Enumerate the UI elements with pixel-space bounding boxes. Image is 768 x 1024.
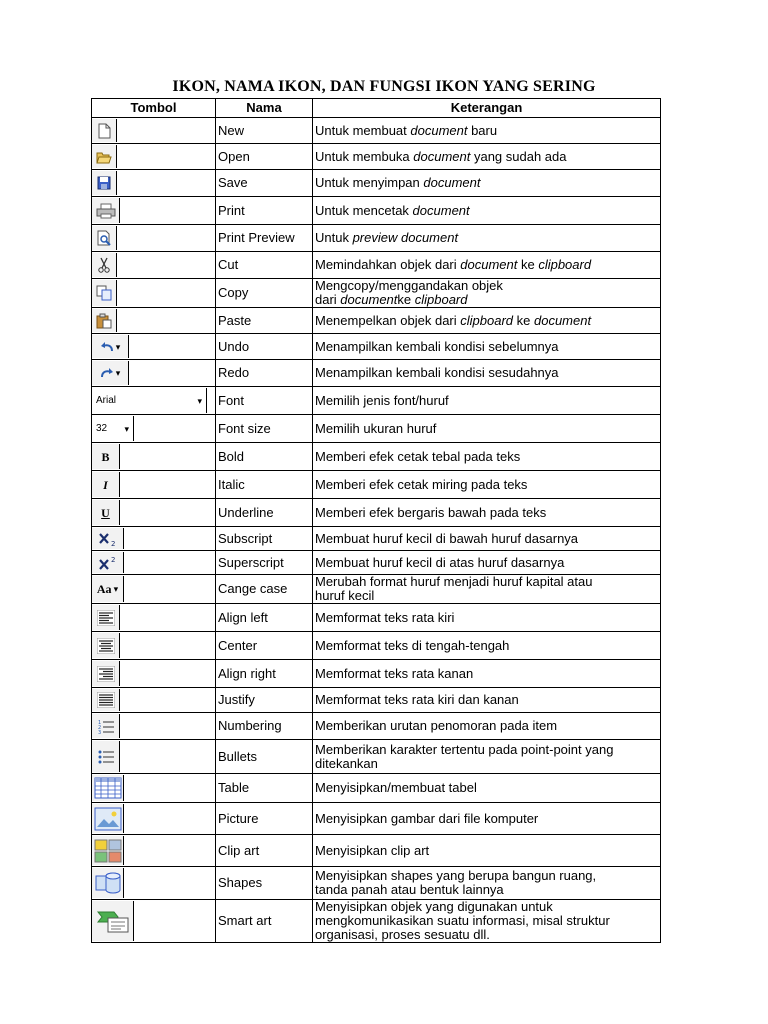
- keterangan-cell: Memilih jenis font/huruf: [313, 387, 661, 415]
- print-preview-icon: [92, 226, 117, 250]
- svg-text:3: 3: [97, 730, 101, 734]
- tombol-cell: [92, 415, 216, 443]
- tombol-cell: [92, 551, 216, 575]
- nama-cell: Cut: [216, 252, 313, 279]
- table-row: [92, 443, 661, 471]
- justify-icon: [92, 689, 120, 711]
- keterangan-cell: Membuat huruf kecil di atas huruf dasarnya: [313, 551, 661, 575]
- tombol-cell: [92, 197, 216, 225]
- svg-text:2: 2: [110, 555, 115, 564]
- keterangan-cell: Menyisipkan shapes yang berupa bangun ruang, tanda panah atau bentuk lainnya: [313, 867, 661, 900]
- icon-text: Aa: [96, 582, 112, 596]
- italic-icon: [92, 472, 120, 497]
- nama-cell: Align right: [216, 660, 313, 688]
- bullets-list-icon: [92, 741, 120, 772]
- nama-cell: Smart art: [216, 900, 313, 943]
- nama-cell: Font size: [216, 415, 313, 443]
- tombol-cell: [92, 835, 216, 867]
- keterangan-cell: Untuk mencetak document: [313, 197, 661, 225]
- nama-cell: Align left: [216, 604, 313, 632]
- tombol-cell: [92, 387, 216, 415]
- keterangan-cell: Memformat teks rata kanan: [313, 660, 661, 688]
- nama-cell: Numbering: [216, 713, 313, 740]
- tombol-cell: [92, 144, 216, 170]
- tombol-cell: [92, 604, 216, 632]
- tombol-cell: [92, 279, 216, 308]
- keterangan-cell: Memindahkan objek dari document ke clipboard: [313, 252, 661, 279]
- table-row: [92, 170, 661, 197]
- tombol-cell: [92, 252, 216, 279]
- nama-cell: Undo: [216, 334, 313, 360]
- table-row: [92, 471, 661, 499]
- keterangan-cell: Untuk preview document: [313, 225, 661, 252]
- table-row: [92, 835, 661, 867]
- icon-table: [91, 98, 661, 943]
- nama-cell: Underline: [216, 499, 313, 527]
- keterangan-cell: Menyisipkan objek yang digunakan untuk mengkomunikasikan suatu informasi, misal struktur organisasi, proses sesuatu dll.: [313, 900, 661, 943]
- clip-art-icon: [92, 836, 124, 865]
- picture-icon: [92, 804, 124, 833]
- tombol-cell: [92, 499, 216, 527]
- tombol-cell: [92, 740, 216, 774]
- copy-icon: [92, 280, 117, 306]
- underline-icon: [92, 500, 120, 525]
- tombol-cell: [92, 471, 216, 499]
- chevron-down-icon: ▾: [113, 584, 119, 594]
- keterangan-cell: Menyisipkan clip art: [313, 835, 661, 867]
- keterangan-cell: Memberikan urutan penomoran pada item: [313, 713, 661, 740]
- chevron-down-icon: ▾: [124, 423, 129, 434]
- nama-cell: Save: [216, 170, 313, 197]
- table-row: [92, 575, 661, 604]
- tombol-cell: [92, 225, 216, 252]
- keterangan-cell: Memberi efek bergaris bawah pada teks: [313, 499, 661, 527]
- bold-icon: [92, 444, 120, 469]
- table-row: [92, 225, 661, 252]
- nama-cell: Print Preview: [216, 225, 313, 252]
- tombol-cell: [92, 688, 216, 713]
- tombol-cell: [92, 660, 216, 688]
- redo-arrow-icon: [92, 361, 129, 385]
- keterangan-cell: Menampilkan kembali kondisi sesudahnya: [313, 360, 661, 387]
- shapes-icon: [92, 868, 124, 898]
- paste-clipboard-icon: [92, 309, 117, 332]
- svg-text:1: 1: [97, 720, 101, 726]
- table-row: [92, 803, 661, 835]
- new-document-icon: [92, 119, 117, 142]
- keterangan-cell: Untuk membuka document yang sudah ada: [313, 144, 661, 170]
- smart-art-icon: [92, 901, 134, 941]
- table-row: [92, 118, 661, 144]
- icon-text: B: [101, 449, 110, 464]
- nama-cell: Copy: [216, 279, 313, 308]
- keterangan-cell: Untuk membuat document baru: [313, 118, 661, 144]
- table-row: [92, 632, 661, 660]
- align-right-icon: [92, 661, 120, 686]
- scissors-icon: [92, 253, 117, 277]
- keterangan-cell: Menampilkan kembali kondisi sebelumnya: [313, 334, 661, 360]
- table-row: [92, 197, 661, 225]
- printer-icon: [92, 198, 120, 223]
- keterangan-cell: Memberi efek cetak tebal pada teks: [313, 443, 661, 471]
- icon-text: Arial: [96, 394, 117, 406]
- nama-cell: Open: [216, 144, 313, 170]
- keterangan-cell: Memberi efek cetak miring pada teks: [313, 471, 661, 499]
- table-row: [92, 144, 661, 170]
- keterangan-cell: Untuk menyimpan document: [313, 170, 661, 197]
- table-row: [92, 900, 661, 943]
- open-folder-icon: [92, 145, 117, 168]
- table-row: [92, 334, 661, 360]
- change-case-icon: [92, 576, 124, 602]
- tombol-cell: [92, 774, 216, 803]
- table-row: [92, 688, 661, 713]
- table-row: [92, 387, 661, 415]
- svg-text:2: 2: [110, 539, 115, 547]
- tombol-cell: [92, 170, 216, 197]
- nama-cell: Print: [216, 197, 313, 225]
- table-row: [92, 660, 661, 688]
- tombol-cell: [92, 575, 216, 604]
- tombol-cell: [92, 900, 216, 943]
- table-row: [92, 415, 661, 443]
- table-row: [92, 713, 661, 740]
- chevron-down-icon: ▾: [115, 368, 121, 378]
- nama-cell: Bullets: [216, 740, 313, 774]
- keterangan-cell: Memformat teks rata kiri dan kanan: [313, 688, 661, 713]
- keterangan-cell: Mengcopy/menggandakan objek dari documentke clipboard: [313, 279, 661, 308]
- tombol-cell: [92, 713, 216, 740]
- tombol-cell: [92, 308, 216, 334]
- nama-cell: Redo: [216, 360, 313, 387]
- nama-cell: Italic: [216, 471, 313, 499]
- tombol-cell: [92, 527, 216, 551]
- table-row: [92, 252, 661, 279]
- table-row: [92, 604, 661, 632]
- nama-cell: Clip art: [216, 835, 313, 867]
- align-center-icon: [92, 633, 120, 658]
- tombol-cell: [92, 334, 216, 360]
- keterangan-cell: Membuat huruf kecil di bawah huruf dasarnya: [313, 527, 661, 551]
- tombol-cell: [92, 443, 216, 471]
- keterangan-cell: Memformat teks di tengah-tengah: [313, 632, 661, 660]
- nama-cell: Paste: [216, 308, 313, 334]
- nama-cell: Shapes: [216, 867, 313, 900]
- keterangan-cell: Menyisipkan gambar dari file komputer: [313, 803, 661, 835]
- table-row: [92, 279, 661, 308]
- table-row: [92, 527, 661, 551]
- nama-cell: Bold: [216, 443, 313, 471]
- save-floppy-icon: [92, 171, 117, 195]
- chevron-down-icon: ▾: [197, 395, 202, 406]
- tombol-cell: [92, 632, 216, 660]
- subscript-icon: [92, 528, 124, 549]
- nama-cell: Superscript: [216, 551, 313, 575]
- header-keterangan: Keterangan: [313, 99, 661, 118]
- table-row: [92, 867, 661, 900]
- numbering-list-icon: [92, 714, 120, 738]
- tombol-cell: [92, 803, 216, 835]
- nama-cell: Subscript: [216, 527, 313, 551]
- nama-cell: Justify: [216, 688, 313, 713]
- header-nama: Nama: [216, 99, 313, 118]
- undo-arrow-icon: [92, 335, 129, 358]
- table-row: [92, 774, 661, 803]
- nama-cell: Table: [216, 774, 313, 803]
- table-grid-icon: [92, 775, 124, 801]
- keterangan-cell: Memformat teks rata kiri: [313, 604, 661, 632]
- font-dropdown-icon: [92, 388, 207, 413]
- table-row: [92, 740, 661, 774]
- keterangan-cell: Memilih ukuran huruf: [313, 415, 661, 443]
- icon-text: I: [103, 477, 108, 492]
- table-header-row: [92, 99, 661, 118]
- chevron-down-icon: ▾: [115, 341, 121, 352]
- icon-text: U: [101, 505, 110, 520]
- keterangan-cell: Menyisipkan/membuat tabel: [313, 774, 661, 803]
- superscript-icon: [92, 552, 124, 573]
- table-row: [92, 360, 661, 387]
- svg-text:2: 2: [97, 725, 101, 731]
- align-left-icon: [92, 605, 120, 630]
- tombol-cell: [92, 360, 216, 387]
- table-row: [92, 551, 661, 575]
- tombol-cell: [92, 867, 216, 900]
- table-row: [92, 308, 661, 334]
- page-title: IKON, NAMA IKON, DAN FUNGSI IKON YANG SERING: [172, 78, 596, 95]
- keterangan-cell: Merubah format huruf menjadi huruf kapital atau huruf kecil: [313, 575, 661, 604]
- nama-cell: Picture: [216, 803, 313, 835]
- nama-cell: Cange case: [216, 575, 313, 604]
- table-row: [92, 499, 661, 527]
- icon-text: 32: [96, 422, 108, 434]
- font-size-dropdown-icon: [92, 416, 134, 441]
- keterangan-cell: Memberikan karakter tertentu pada point-point yang ditekankan: [313, 740, 661, 774]
- nama-cell: New: [216, 118, 313, 144]
- header-tombol: Tombol: [92, 99, 216, 118]
- tombol-cell: [92, 118, 216, 144]
- keterangan-cell: Menempelkan objek dari clipboard ke document: [313, 308, 661, 334]
- nama-cell: Font: [216, 387, 313, 415]
- nama-cell: Center: [216, 632, 313, 660]
